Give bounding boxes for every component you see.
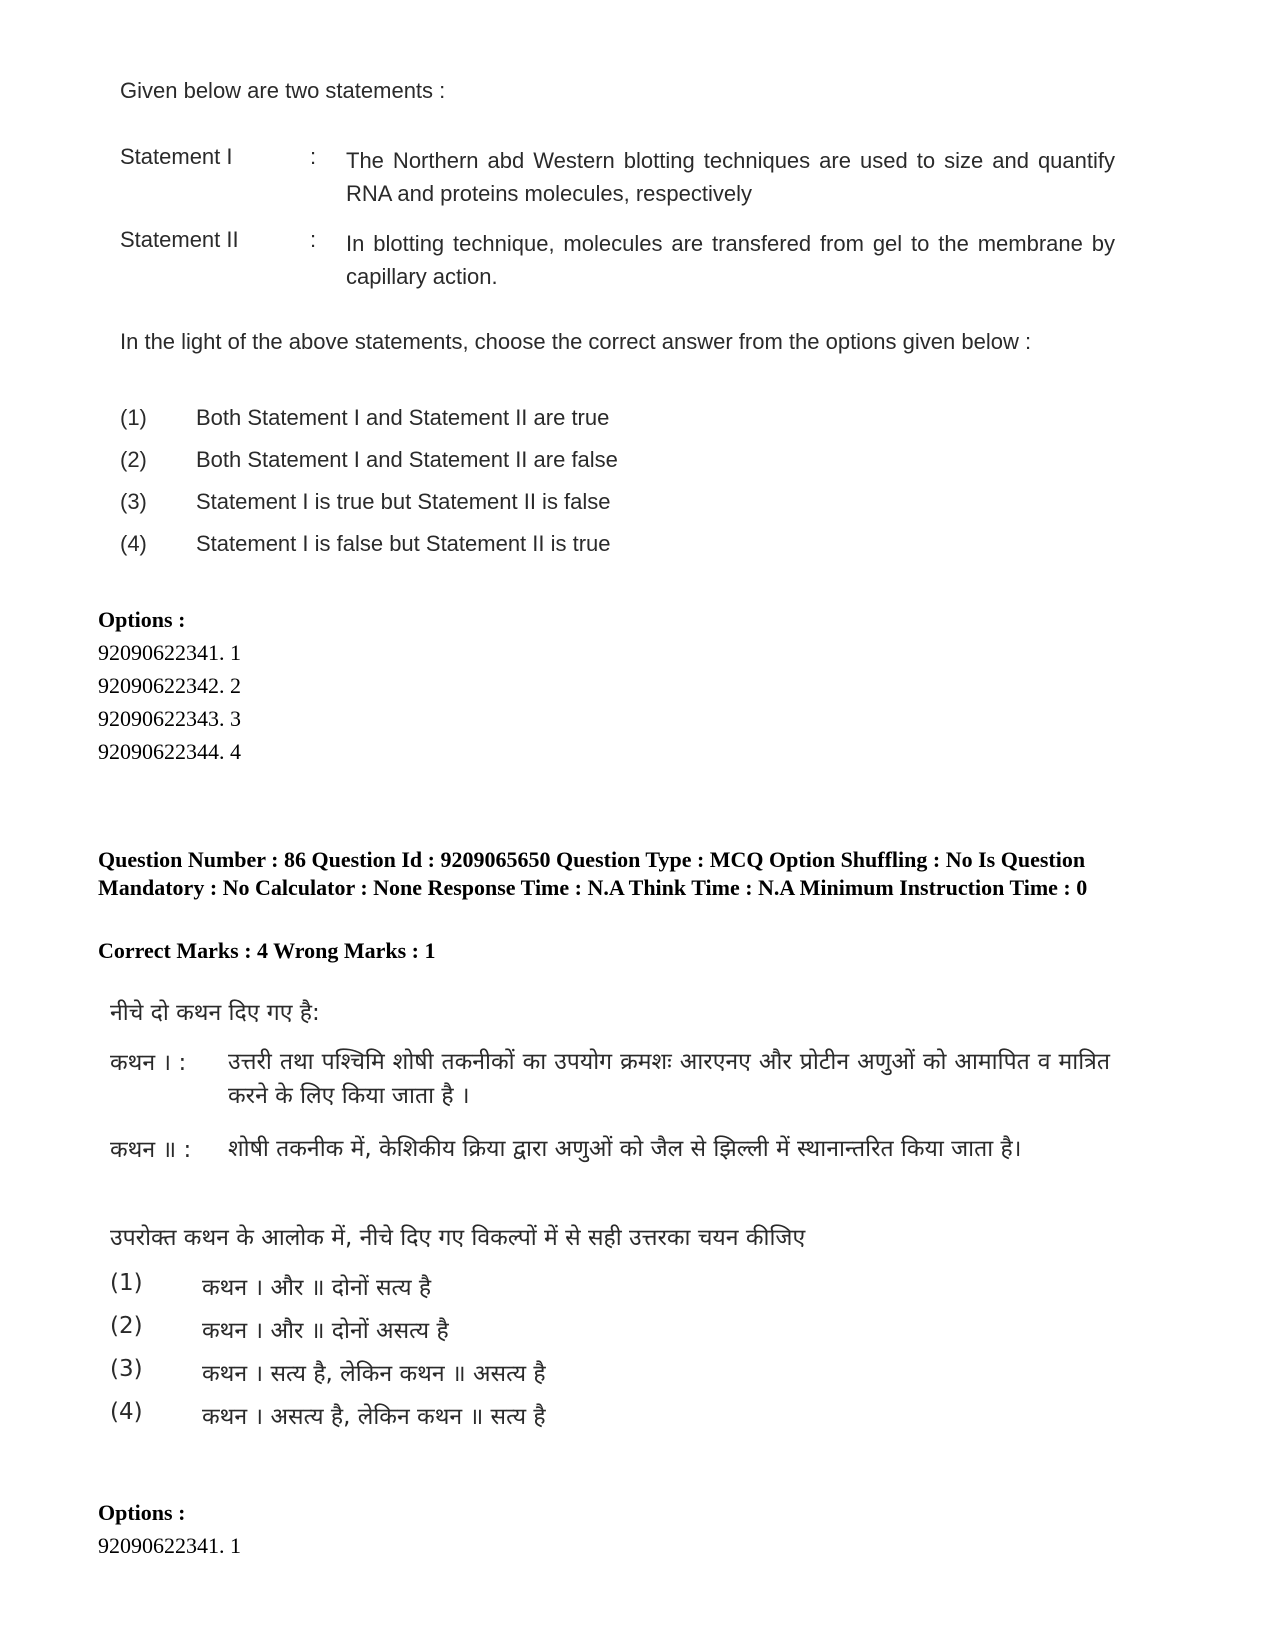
statement-text: उत्तरी तथा पश्चिमि शोषी तकनीकों का उपयोग क्रमशः आरएनए और प्रोटीन अणुओं को आमापित व मात्रित करने के लिए किया जाता है ।	[228, 1049, 1110, 1109]
choice-number: (2)	[110, 1313, 143, 1339]
choice-number: (3)	[120, 489, 147, 514]
statement-text: शोषी तकनीक में, केशिकीय क्रिया द्वारा अणुओं को जैल से झिल्ली में स्थानान्तरित किया जाता है।	[228, 1136, 1022, 1162]
q86-instruction: उपरोक्त कथन के आलोक में, नीचे दिए गए विकल्पों में से सही उत्तरका चयन कीजिए	[110, 1225, 806, 1251]
choice-number: (4)	[120, 531, 147, 556]
q85-intro: Given below are two statements :	[120, 78, 446, 103]
q85-instruction: In the light of the above statements, choose the correct answer from the options given below :	[120, 329, 1032, 354]
choice-text: Statement I is false but Statement II is true	[196, 531, 611, 556]
choice-number: (1)	[120, 405, 147, 430]
statement-label: Statement II	[120, 227, 239, 252]
choice-text: कथन । और ॥ दोनों सत्य है	[202, 1275, 432, 1301]
statement-label: Statement I	[120, 144, 233, 169]
choice-number: (4)	[110, 1399, 143, 1425]
statement-label: कथन ॥ :	[110, 1137, 192, 1163]
choice-text: कथन । सत्य है, लेकिन कथन ॥ असत्य है	[202, 1361, 546, 1387]
choice-number: (3)	[110, 1356, 143, 1382]
statement-text: In blotting technique, molecules are transfered from gel to the membrane by capillary action.	[346, 231, 1115, 289]
statement-label: कथन । :	[110, 1050, 187, 1076]
choice-text: Both Statement I and Statement II are false	[196, 447, 618, 472]
q85-option-4: 92090622344. 4	[98, 739, 241, 764]
statement-separator: :	[310, 227, 317, 252]
q85-option-1: 92090622341. 1	[98, 640, 241, 665]
choice-number: (2)	[120, 447, 147, 472]
choice-text: Both Statement I and Statement II are true	[196, 405, 610, 430]
choice-text: कथन । और ॥ दोनों असत्य है	[202, 1318, 449, 1344]
q86-intro: नीचे दो कथन दिए गए है:	[110, 1000, 320, 1026]
q86-metadata: Question Number : 86 Question Id : 9209065650 Question Type : MCQ Option Shuffling : No Is Question Mandatory : No Calculator : None Response Time : N.A Think Time : N.A Minimum Instruction Time : 0	[98, 847, 1088, 900]
choice-number: (1)	[110, 1270, 143, 1296]
choice-text: कथन । असत्य है, लेकिन कथन ॥ सत्य है	[202, 1404, 546, 1430]
q86-marks: Correct Marks : 4 Wrong Marks : 1	[98, 938, 436, 963]
statement-text: The Northern abd Western blotting techniques are used to size and quantify RNA and proteins molecules, respectively	[346, 148, 1115, 206]
choice-text: Statement I is true but Statement II is false	[196, 489, 611, 514]
q86-options-header: Options :	[98, 1500, 186, 1525]
statement-separator: :	[310, 144, 317, 169]
q85-option-3: 92090622343. 3	[98, 706, 241, 731]
q85-option-2: 92090622342. 2	[98, 673, 241, 698]
q85-options-header: Options :	[98, 607, 186, 632]
q86-option-1: 92090622341. 1	[98, 1533, 241, 1558]
